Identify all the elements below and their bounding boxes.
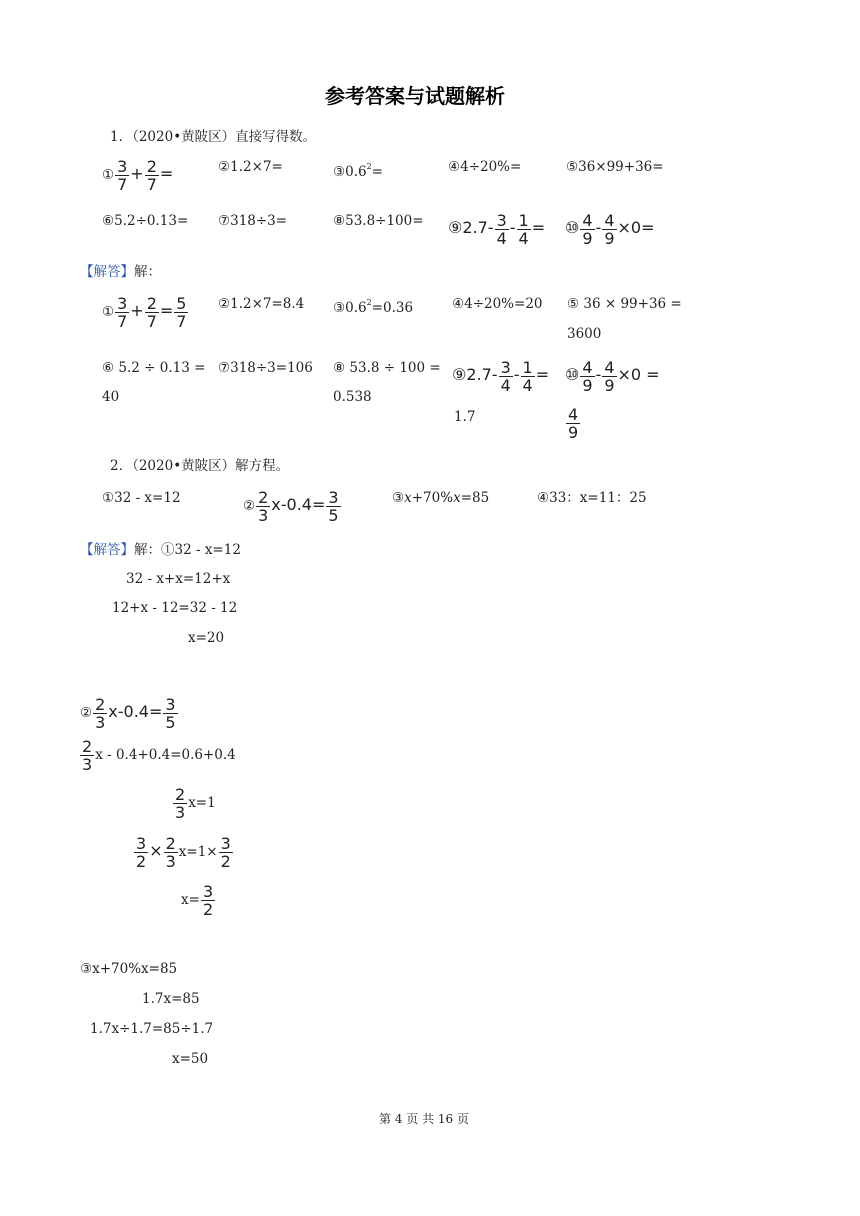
a1-item-7: ⑦318÷3=106 [218, 360, 313, 376]
a2-step-3-3: 1.7x÷1.7=85÷1.7 [90, 1021, 214, 1037]
a2-step-3-1: ③x+70%x=85 [80, 961, 178, 977]
a2-step-2-4: $\frac{3}{2}$ × $\frac{2}{3}$ x=1× $\frac{3}{2}$ [136, 834, 231, 871]
q1-item-1: ① $\frac{3}{7}$ + $\frac{2}{7}$ = [102, 157, 174, 194]
q2-equation-4: ④33：x=11：25 [537, 490, 647, 506]
a1-item-2: ②1.2×7=8.4 [218, 296, 305, 312]
a2-step-1-3: 12+x - 12=32 - 12 [112, 600, 238, 616]
q1-item-2: ②1.2×7= [218, 159, 283, 175]
question-2-header: 2．（2020•黄陂区）解方程。 [110, 458, 290, 474]
a2-step-2-5: x= $\frac{3}{2}$ [181, 882, 214, 919]
q1-item-10: ⑩ $\frac{4}{9}$ - $\frac{4}{9}$ ×0= [565, 211, 655, 248]
page-title: 参考答案与试题解析 [325, 84, 505, 108]
q1-item-8: ⑧53.8÷100= [333, 213, 424, 229]
a1-item-10-result: $\frac{4}{9}$ [568, 405, 579, 442]
question-1-header: 1．（2020•黄陂区）直接写得数。 [110, 129, 317, 145]
a1-item-10: ⑩ $\frac{4}{9}$ - $\frac{4}{9}$ ×0 = [565, 358, 660, 395]
a1-item-5: ⑤ 36 × 99+36 = [567, 296, 682, 312]
a2-step-2-3: $\frac{2}{3}$ x=1 [175, 785, 216, 822]
q1-item-9: ⑨2.7- $\frac{3}{4}$ - $\frac{1}{4}$ = [448, 211, 546, 248]
q2-equation-3: ③x+70%x=85 [392, 490, 490, 506]
q2-equation-2: ② $\frac{2}{3}$ x-0.4= $\frac{3}{5}$ [243, 488, 339, 525]
a1-item-6-result: 40 [102, 389, 120, 405]
q1-item-5: ⑤36×99+36= [566, 159, 664, 175]
q1-item-4: ④4÷20%= [448, 159, 522, 175]
q2-equation-1: ①32 - x=12 [102, 490, 181, 506]
answer-2-label: 【解答】解：①32 - x=12 [80, 542, 241, 558]
a1-item-4: ④4÷20%=20 [452, 296, 543, 312]
a2-step-2-1: ② $\frac{2}{3}$ x-0.4= $\frac{3}{5}$ [80, 695, 176, 732]
a1-item-8-result: 0.538 [333, 389, 372, 405]
answer-1-label: 【解答】解： [80, 264, 161, 280]
a2-step-1-4: x=20 [188, 630, 225, 646]
a1-item-9: ⑨2.7- $\frac{3}{4}$ - $\frac{1}{4}$ = [452, 358, 550, 395]
q1-item-6: ⑥5.2÷0.13= [102, 213, 189, 229]
a1-item-6: ⑥ 5.2 ÷ 0.13 = [102, 360, 206, 376]
a1-item-3: $③0.6^2=0.36$ [333, 298, 414, 316]
q1-item-7: ⑦318÷3= [218, 213, 288, 229]
a2-step-2-2: $\frac{2}{3}$ x - 0.4+0.4=0.6+0.4 [82, 737, 236, 774]
page-footer: 第 4 页 共 16 页 [379, 1112, 469, 1126]
a1-item-5-result: 3600 [567, 326, 602, 342]
a1-item-1: ① $\frac{3}{7}$ + $\frac{2}{7}$ = $\frac{5}{7}$ [102, 294, 187, 331]
a1-item-9-result: 1.7 [454, 409, 476, 425]
a2-step-3-4: x=50 [172, 1051, 209, 1067]
a2-step-3-2: 1.7x=85 [142, 991, 200, 1007]
a2-step-1-2: 32 - x+x=12+x [126, 571, 231, 587]
q1-item-3: $③0.6^2=$ [333, 162, 383, 180]
a1-item-8: ⑧ 53.8 ÷ 100 = [333, 360, 441, 376]
